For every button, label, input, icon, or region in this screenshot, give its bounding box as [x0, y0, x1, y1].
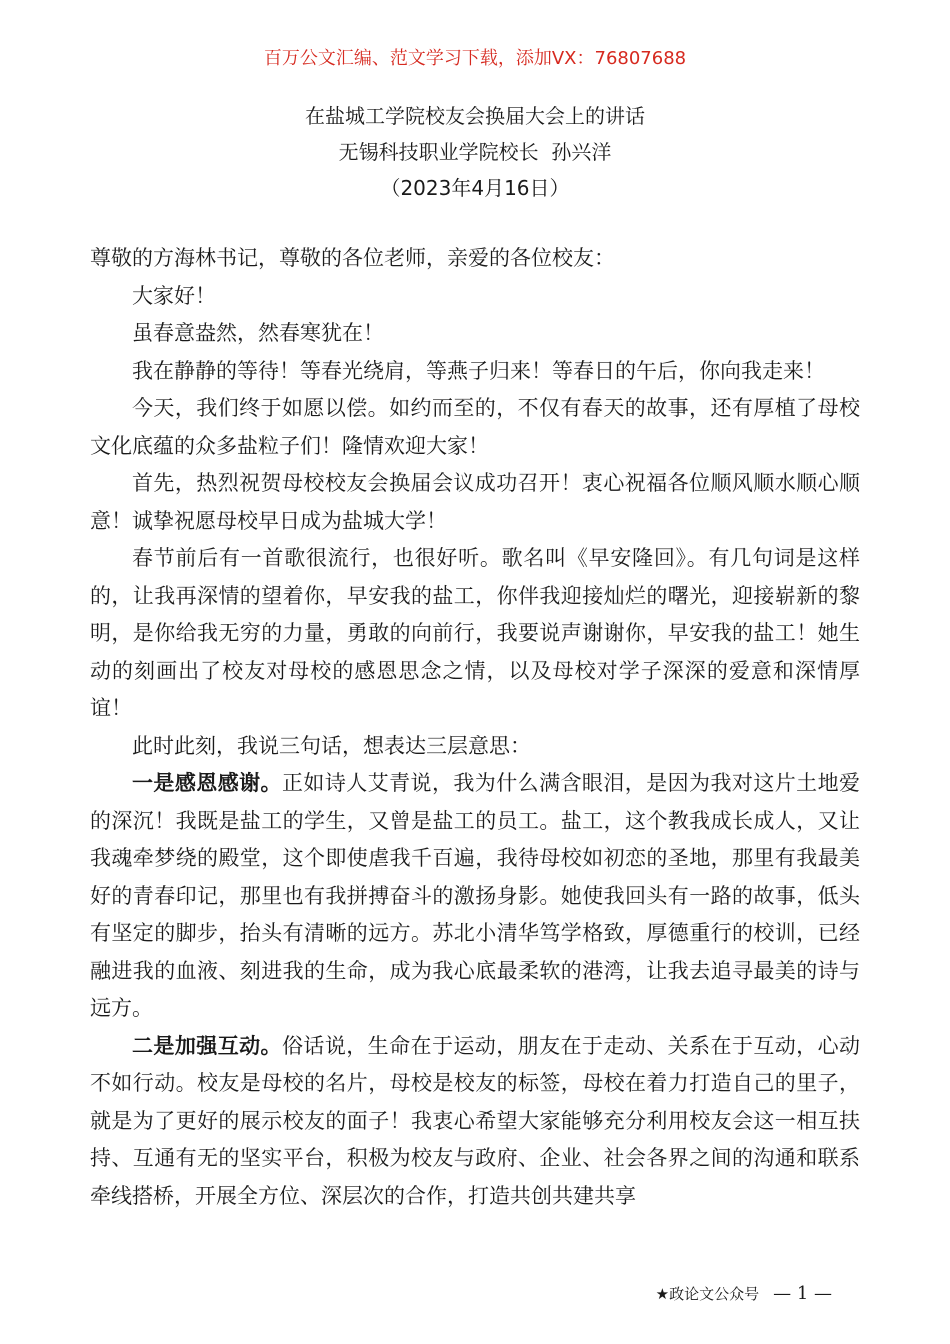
paragraph: 今天，我们终于如愿以偿。如约而至的，不仅有春天的故事，还有厚植了母校文化底蕴的众多盐粒子们！隆情欢迎大家！: [90, 396, 860, 458]
speech-body: [90, 240, 860, 1215]
download-banner: 百万公文汇编、范文学习下载，添加VX：76807688: [263, 48, 687, 69]
paragraph: 此时此刻，我说三句话，想表达三层意思：: [132, 733, 531, 758]
section-one-paragraph: [90, 765, 860, 1028]
section-two-lead: 二是加强互动。: [132, 1033, 282, 1058]
section-two-text: 俗话说，生命在于运动，朋友在于走动、关系在于互动，心动不如行动。校友是母校的名片，母校是校友的标签，母校在着力打造自己的里子，就是为了更好的展示校友的面子！我衷心希望大家能够充分利用校友会这一相互扶持、互通有无的坚实平台，积极为校友与政府、企业、社会各界之间的沟通和联系牵线搭桥，开展全方位、深层次的合作，打造共创共建共享: [90, 1033, 861, 1208]
speech-date: （2023年4月16日）: [380, 176, 570, 200]
paragraph: 虽春意盎然，然春寒犹在！: [132, 321, 384, 345]
section-one-text: 正如诗人艾青说，我为什么满含眼泪，是因为我对这片土地爱的深沉！我既是盐工的学生，又曾是盐工的员工。盐工，这个教我成长成人，又让我魂牵梦绕的殿堂，这个即使虐我千百遍，我待母校如初恋的圣地，那里有我最美好的青春印记，那里也有我拼搏奋斗的激扬身影。她使我回头有一路的故事，低头有坚定的脚步，抬头有清晰的远方。苏北小清华笃学格致，厚德重行的校训，已经融进我的血液、刻进我的生命，成为我心底最柔软的港湾，让我去追寻最美的诗与远方。: [90, 771, 861, 1020]
paragraph: 春节前后有一首歌很流行，也很好听。歌名叫《早安隆回》。有几句词是这样的，让我再深情的望着你，早安我的盐工，你伴我迎接灿烂的曙光，迎接崭新的黎明，是你给我无穷的力量，勇敢的向前行，我要说声谢谢你，早安我的盐工！她生动的刻画出了校友对母校的感恩思念之情，以及母校对学子深深的爱意和深情厚谊！: [90, 546, 860, 720]
section-two-paragraph: [90, 1028, 860, 1216]
speaker-line: 无锡科技职业学院校长 孙兴洋: [338, 140, 612, 164]
speech-title: 在盐城工学院校友会换届大会上的讲话: [305, 104, 645, 128]
page-number: — 1 —: [773, 1283, 832, 1304]
page-footer: [656, 1282, 832, 1306]
salutation: 尊敬的方海林书记，尊敬的各位老师，亲爱的各位校友：: [90, 246, 615, 270]
paragraph: 大家好！: [132, 283, 216, 308]
document-header: [0, 98, 950, 206]
footer-source: ★政论文公众号: [655, 1285, 760, 1303]
paragraph: 我在静静的等待！等春光绕肩，等燕子归来！等春日的午后，你向我走来！: [132, 358, 825, 383]
section-one-lead: 一是感恩感谢。: [132, 771, 282, 795]
paragraph: 首先，热烈祝贺母校校友会换届会议成功召开！衷心祝福各位顺风顺水顺心顺意！诚挚祝愿母校早日成为盐城大学！: [90, 471, 860, 533]
